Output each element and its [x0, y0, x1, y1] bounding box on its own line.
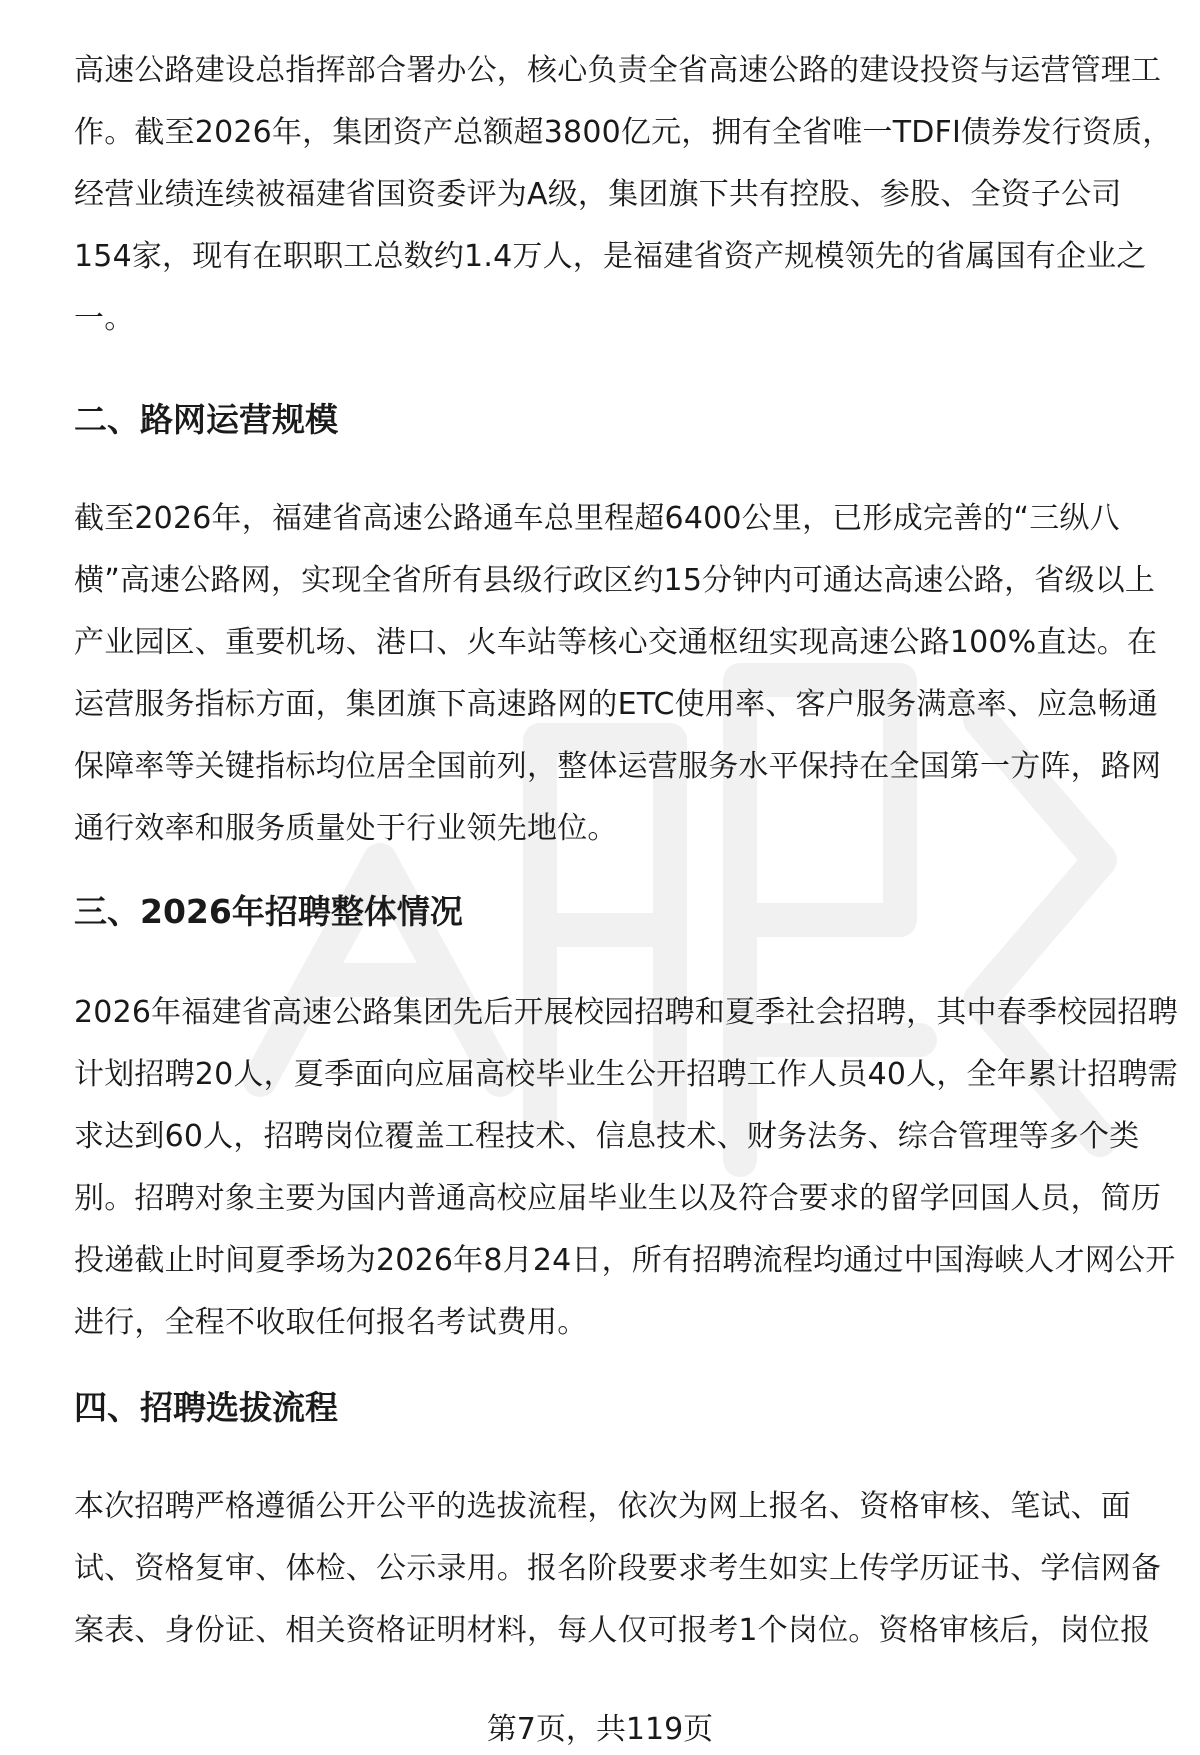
text-line: 截至2026年，福建省高速公路通车总里程超6400公里，已形成完善的“三纵八: [74, 501, 1120, 536]
section-paragraph-recruitment: [74, 982, 1178, 1354]
text-line: 求达到60人，招聘岗位覆盖工程技术、信息技术、财务法务、综合管理等多个类: [74, 1119, 1140, 1154]
text-line: 横”高速公路网，实现全省所有县级行政区约15分钟内可通达高速公路，省级以上: [74, 563, 1156, 598]
section-heading-selection: 四、招聘选拔流程: [74, 1388, 338, 1427]
section-heading-network: 二、路网运营规模: [74, 400, 338, 439]
section-heading-recruitment: 三、2026年招聘整体情况: [74, 892, 463, 931]
section-paragraph-network: [74, 488, 1162, 860]
intro-paragraph: [74, 40, 1173, 350]
text-line: 通行效率和服务质量处于行业领先地位。: [74, 811, 618, 846]
text-line: 进行，全程不收取任何报名考试费用。: [74, 1305, 588, 1340]
text-line: 经营业绩连续被福建省国资委评为A级，集团旗下共有控股、参股、全资子公司: [74, 177, 1122, 212]
text-line: 产业园区、重要机场、港口、火车站等核心交通枢纽实现高速公路100%直达。在: [74, 625, 1158, 660]
text-line: 保障率等关键指标均位居全国前列，整体运营服务水平保持在全国第一方阵，路网: [74, 749, 1162, 784]
text-line: 一。: [74, 301, 135, 336]
text-line: 本次招聘严格遵循公开公平的选拔流程，依次为网上报名、资格审核、笔试、面: [74, 1489, 1131, 1524]
text-line: 154家，现有在职职工总数约1.4万人，是福建省资产规模领先的省属国有企业之: [74, 239, 1147, 274]
text-line: 试、资格复审、体检、公示录用。报名阶段要求考生如实上传学历证书、学信网备: [74, 1551, 1162, 1586]
section-paragraph-selection: [74, 1476, 1162, 1662]
page-number-footer: 第7页，共119页: [486, 1712, 714, 1747]
text-line: 2026年福建省高速公路集团先后开展校园招聘和夏季社会招聘，其中春季校园招聘: [74, 995, 1178, 1030]
text-line: 运营服务指标方面，集团旗下高速路网的ETC使用率、客户服务满意率、应急畅通: [74, 687, 1158, 722]
text-line: 投递截止时间夏季场为2026年8月24日，所有招聘流程均通过中国海峡人才网公开: [74, 1243, 1176, 1278]
text-line: 别。招聘对象主要为国内普通高校应届毕业生以及符合要求的留学回国人员，简历: [74, 1181, 1162, 1216]
text-line: 作。截至2026年，集团资产总额超3800亿元，拥有全省唯一TDFI债券发行资质，: [74, 115, 1173, 150]
text-line: 计划招聘20人，夏季面向应届高校毕业生公开招聘工作人员40人，全年累计招聘需: [74, 1057, 1178, 1092]
text-line: 案表、身份证、相关资格证明材料，每人仅可报考1个岗位。资格审核后，岗位报: [74, 1613, 1151, 1648]
text-line: 高速公路建设总指挥部合署办公，核心负责全省高速公路的建设投资与运营管理工: [74, 53, 1162, 88]
